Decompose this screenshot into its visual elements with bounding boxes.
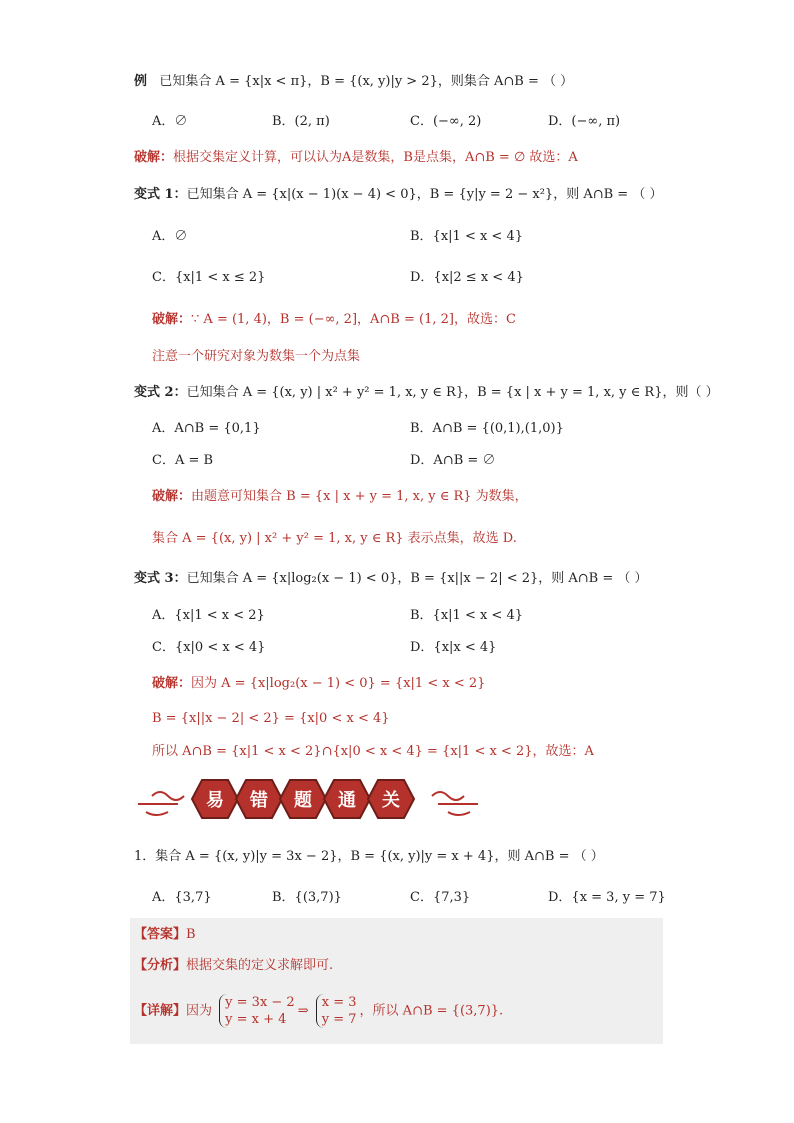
variant1-solution: 破解：∵ A = (1, 4)，B = (−∞, 2]，A∩B = (1, 2]，故选：C bbox=[152, 312, 516, 327]
example-solution: 破解：根据交集定义计算，可以认为A是数集，B是点集，A∩B = ∅ 故选：A bbox=[134, 150, 578, 165]
example-option-d: D．(−∞, π) bbox=[548, 114, 621, 129]
variant3-option-c: C．{x|0 < x < 4} bbox=[152, 640, 266, 655]
variant2-option-a: A．A∩B = {0,1} bbox=[152, 421, 261, 436]
example-option-b: B．(2, π) bbox=[272, 114, 330, 129]
section-char-4: 通 bbox=[338, 790, 356, 811]
variant2-option-b: B．A∩B = {(0,1),(1,0)} bbox=[410, 421, 564, 436]
problem1-option-c: C．{7,3} bbox=[410, 890, 471, 905]
problem1-option-b: B．{(3,7)} bbox=[272, 890, 342, 905]
problem1-answer: 【答案】B bbox=[134, 927, 196, 942]
problem1-question: 1．集合 A = {(x, y)|y = 3x − 2}，B = {(x, y)|y = x + 4}，则 A∩B = （ ） bbox=[134, 849, 604, 864]
example-option-a: A．∅ bbox=[152, 114, 188, 129]
variant3-option-a: A．{x|1 < x < 2} bbox=[152, 608, 265, 623]
left-swirl-decoration bbox=[138, 792, 184, 815]
problem1-option-a: A．{3,7} bbox=[152, 890, 212, 905]
variant3-solution-1: 破解：因为 A = {x|log₂(x − 1) < 0} = {x|1 < x < 2} bbox=[152, 676, 486, 691]
variant3-question: 变式 3：已知集合 A = {x|log₂(x − 1) < 0}，B = {x||x − 2| < 2}，则 A∩B = （ ） bbox=[134, 571, 648, 586]
section-heading-banner bbox=[138, 776, 478, 822]
variant1-option-a: A．∅ bbox=[152, 229, 188, 244]
equation-system-2: x = 3 y = 7 bbox=[316, 994, 357, 1028]
section-char-5: 关 bbox=[382, 790, 400, 811]
example-option-c: C．(−∞, 2) bbox=[410, 114, 482, 129]
variant2-option-d: D．A∩B = ∅ bbox=[410, 453, 496, 468]
variant2-question: 变式 2：已知集合 A = {(x, y) | x² + y² = 1, x, y ∈ R}，B = {x | x + y = 1, x, y ∈ R}，则（ ） bbox=[134, 385, 719, 400]
variant3-option-b: B．{x|1 < x < 4} bbox=[410, 608, 523, 623]
equation-system-1: y = 3x − 2 y = x + 4 bbox=[219, 994, 295, 1028]
problem1-analysis: 【分析】根据交集的定义求解即可. bbox=[134, 958, 334, 973]
section-char-3: 题 bbox=[294, 790, 312, 811]
example-question: 例 已知集合 A = {x|x < π}，B = {(x, y)|y > 2}，则集合 A∩B = （ ） bbox=[134, 74, 574, 89]
variant3-solution-2: B = {x||x − 2| < 2} = {x|0 < x < 4} bbox=[152, 711, 390, 726]
section-char-1: 易 bbox=[206, 790, 224, 811]
variant2-solution-1: 破解：由题意可知集合 B = {x | x + y = 1, x, y ∈ R} 为数集， bbox=[152, 489, 528, 504]
problem1-detail: 【详解】因为 y = 3x − 2 y = x + 4 ⇒ x = 3 y = 7 ，所以 A∩B = {(3,7)}. bbox=[134, 995, 504, 1027]
problem1-option-d: D．{x = 3, y = 7} bbox=[548, 890, 666, 905]
variant1-question: 变式 1：已知集合 A = {x|(x − 1)(x − 4) < 0}，B = {y|y = 2 − x²}，则 A∩B = （ ） bbox=[134, 187, 663, 202]
variant1-option-c: C．{x|1 < x ≤ 2} bbox=[152, 270, 266, 285]
section-char-2: 错 bbox=[250, 790, 268, 811]
variant2-solution-2: 集合 A = {(x, y) | x² + y² = 1, x, y ∈ R} 表示点集，故选 D. bbox=[152, 531, 517, 546]
variant3-solution-3: 所以 A∩B = {x|1 < x < 2}∩{x|0 < x < 4} = {x|1 < x < 2}，故选：A bbox=[152, 744, 594, 759]
variant3-option-d: D．{x|x < 4} bbox=[410, 640, 497, 655]
right-swirl-decoration bbox=[432, 792, 478, 815]
variant1-option-d: D．{x|2 ≤ x < 4} bbox=[410, 270, 524, 285]
variant2-option-c: C．A = B bbox=[152, 453, 214, 468]
variant1-note: 注意一个研究对象为数集一个为点集 bbox=[152, 349, 361, 364]
variant1-option-b: B．{x|1 < x < 4} bbox=[410, 229, 523, 244]
